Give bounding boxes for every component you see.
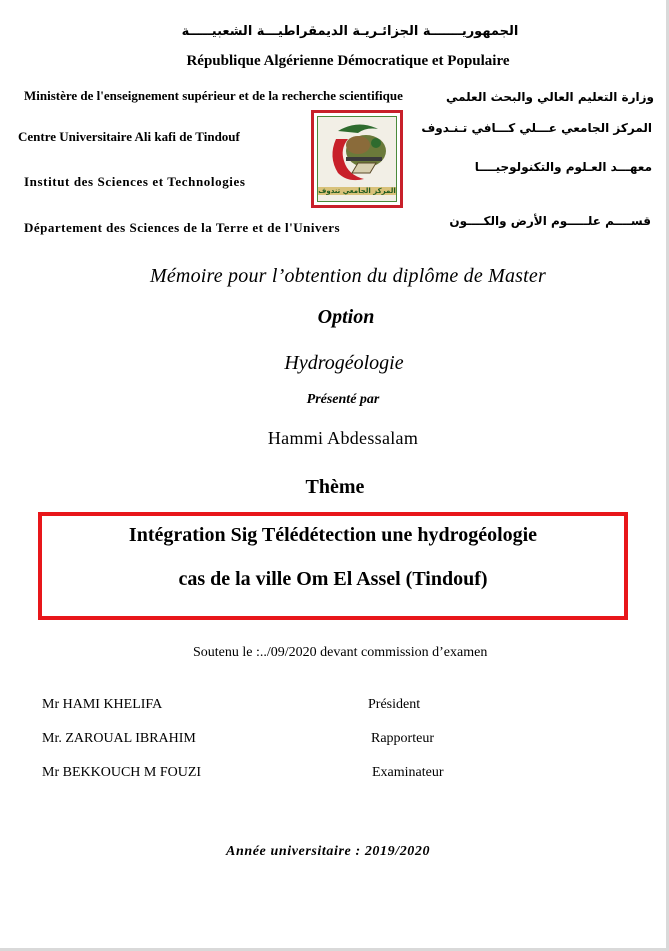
author-name: Hammi Abdessalam xyxy=(267,428,419,448)
specialty-name: Hydrogéologie xyxy=(284,352,404,374)
arabic-institute-name: معهـــد العـلوم والتكنولوجيــــا xyxy=(474,160,652,174)
arabic-ministry-name: وزارة التعليم العالي والبحث العلمي xyxy=(445,90,654,104)
logo-caption: المركز الجامعي تندوف xyxy=(318,187,396,195)
theme-label: Thème xyxy=(305,476,365,498)
institute-name: Institut des Sciences et Technologies xyxy=(24,174,246,189)
department-name: Département des Sciences de la Terre et de l'Univers xyxy=(24,220,341,235)
theme-title-line-2: cas de la ville Om El Assel (Tindouf) xyxy=(178,568,488,590)
jury-member-name: Mr HAMI KHELIFA xyxy=(42,697,163,712)
memoire-title: Mémoire pour l’obtention du diplôme de Master xyxy=(150,265,546,287)
arabic-university-centre-name: المركز الجامعي عـــلي كـــافي تـنـدوف xyxy=(421,121,652,135)
ministry-name: Ministère de l'enseignement supérieur et de la recherche scientifique xyxy=(24,88,403,103)
jury-member-name: Mr. ZAROUAL IBRAHIM xyxy=(42,731,196,746)
jury-member-role: Examinateur xyxy=(372,765,444,780)
university-centre-name: Centre Universitaire Ali kafi de Tindouf xyxy=(18,129,240,144)
presented-by-label: Présenté par xyxy=(306,392,380,407)
jury-member-name: Mr BEKKOUCH M FOUZI xyxy=(42,765,202,780)
theme-title-line-1: Intégration Sig Télédétection une hydrogéologie xyxy=(128,524,538,546)
option-label: Option xyxy=(317,306,375,328)
theme-frame xyxy=(38,512,628,620)
arabic-republic-title: الجمهوريـــــــة الجزائـريـة الديمقراطيـــة الشعبيـــــة xyxy=(181,24,519,39)
defense-date-statement: Soutenu le :../09/2020 devant commission d’examen xyxy=(193,645,488,660)
french-republic-title: République Algérienne Démocratique et Populaire xyxy=(186,53,510,69)
university-logo xyxy=(311,110,403,208)
jury-member-role: Rapporteur xyxy=(371,731,434,746)
jury-member-role: Président xyxy=(368,697,421,712)
academic-year: Année universitaire : 2019/2020 xyxy=(226,844,431,859)
logo-emblem xyxy=(317,116,397,202)
arabic-department-name: قســــم علـــــوم الأرض والكــــون xyxy=(449,214,651,228)
